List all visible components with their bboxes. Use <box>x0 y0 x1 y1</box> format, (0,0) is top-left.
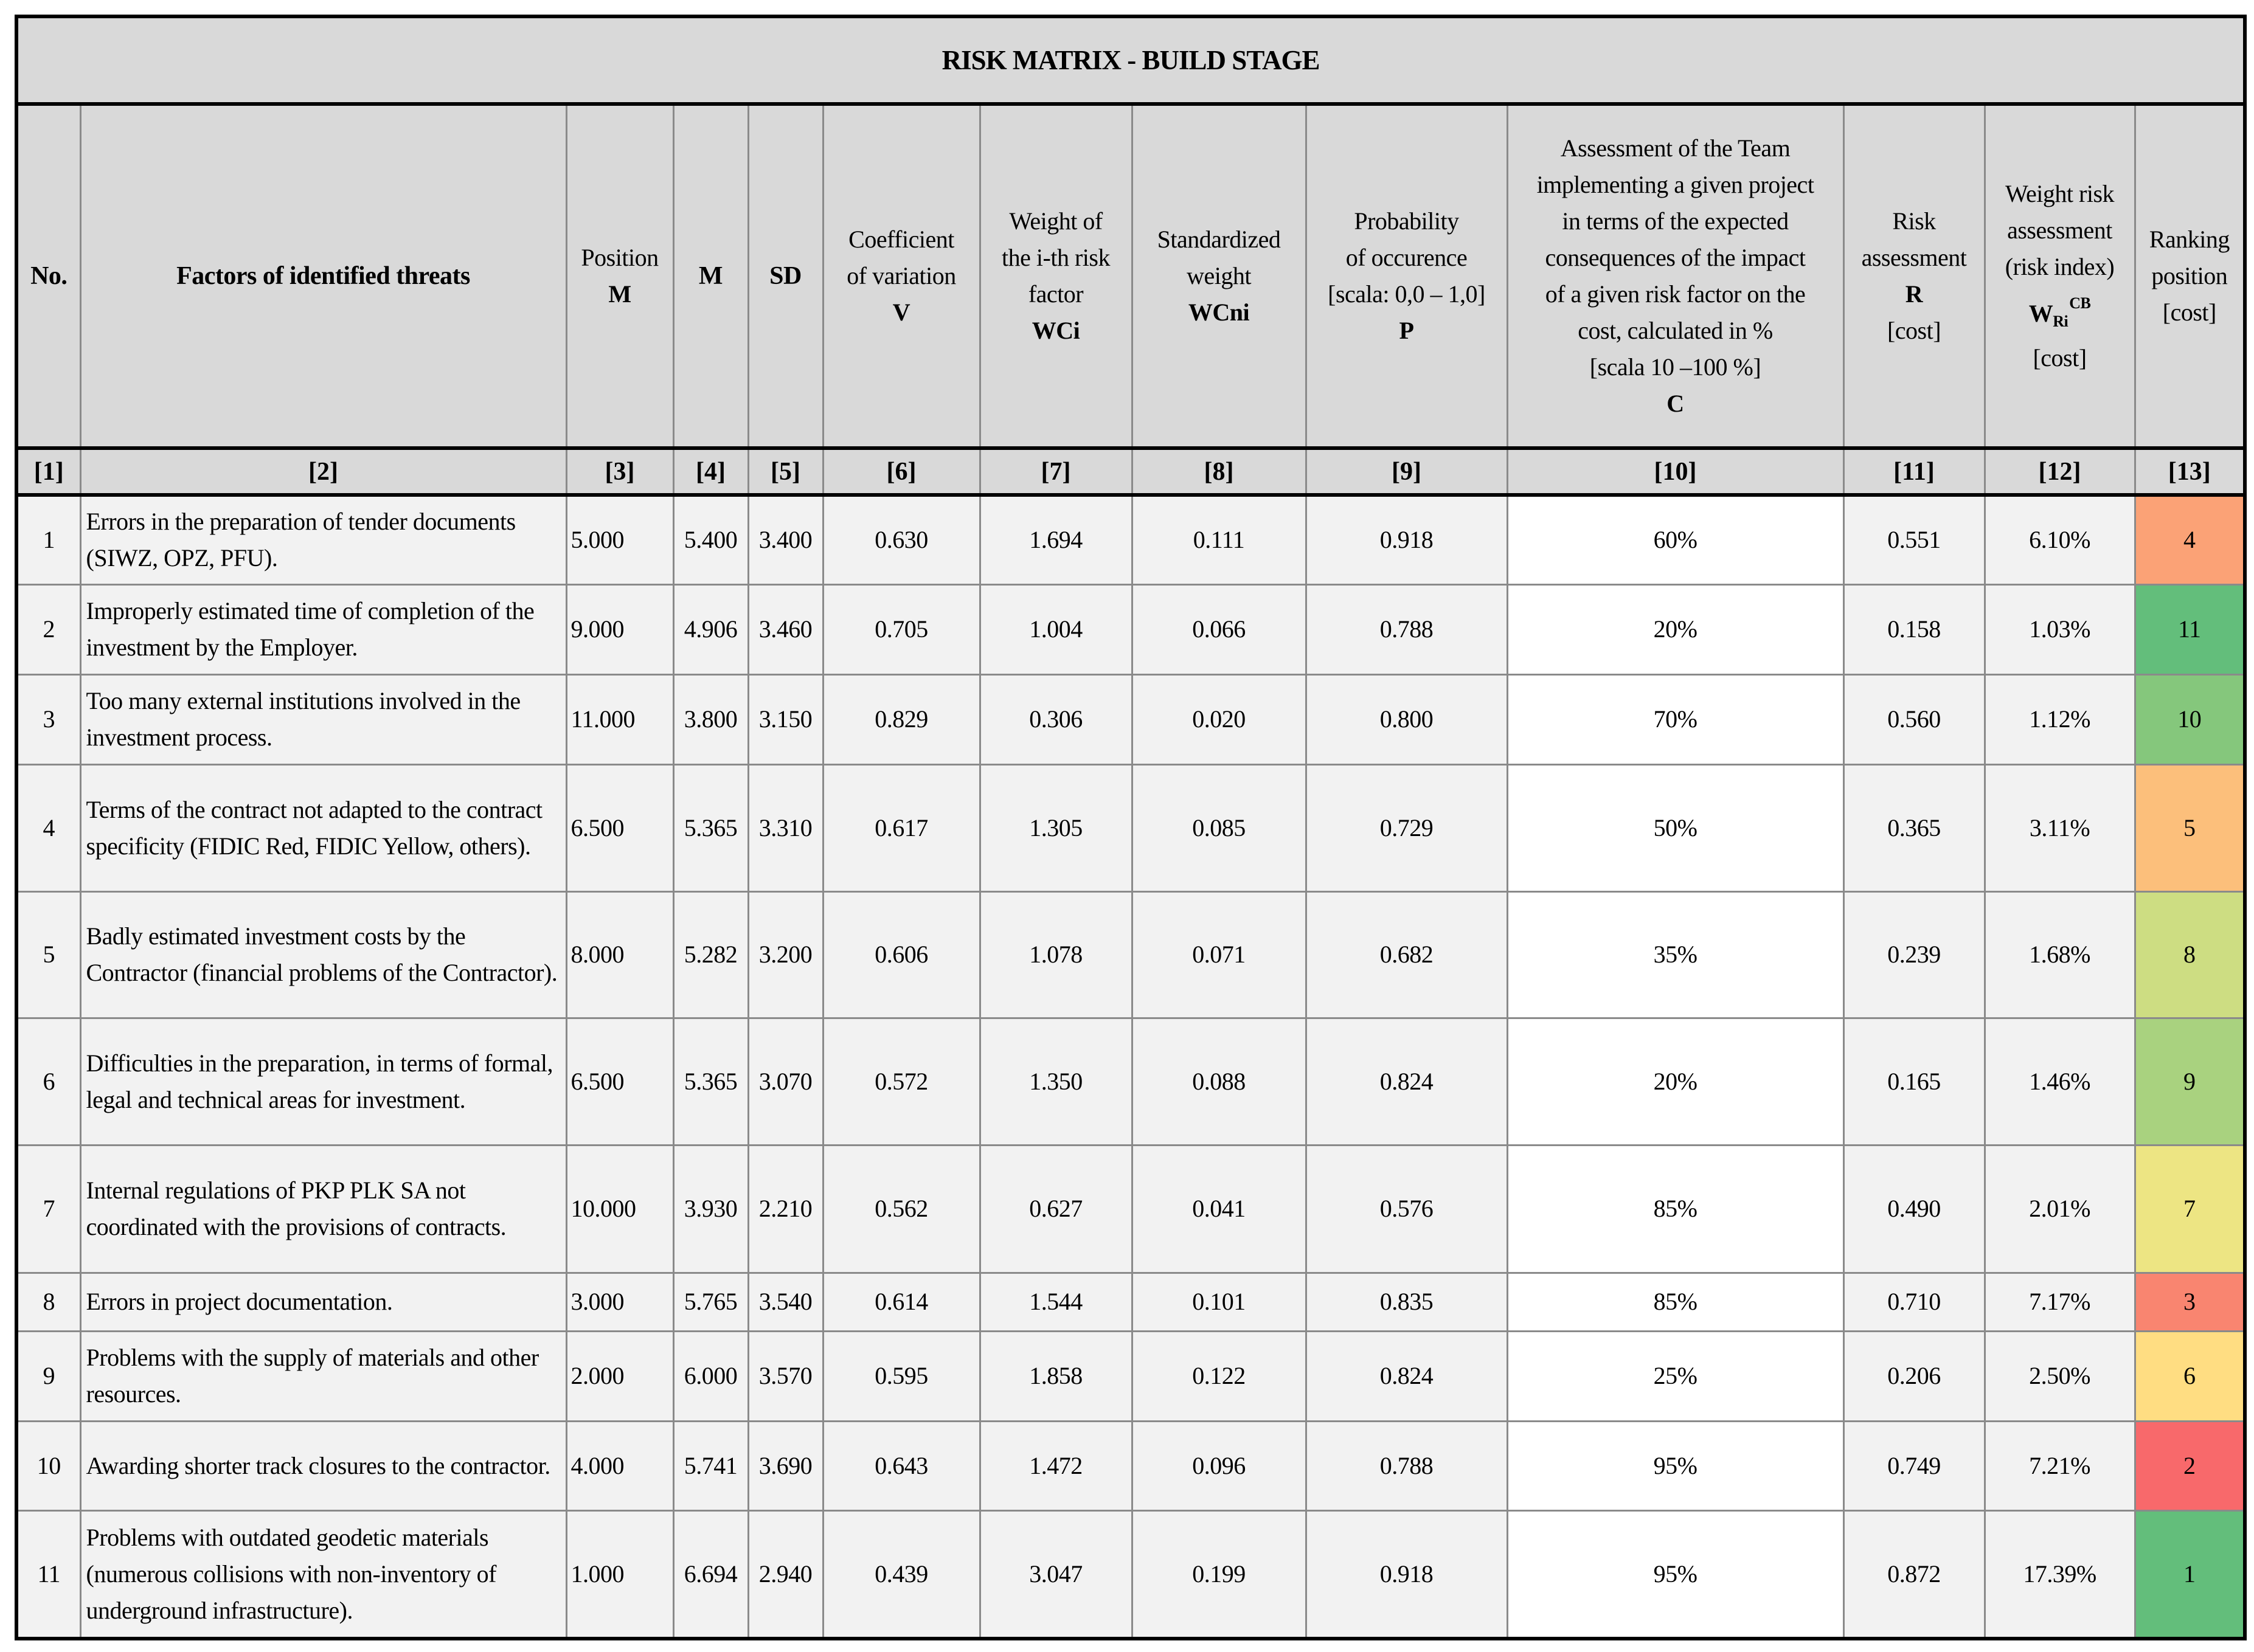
header-label-line: Weight of <box>1009 207 1103 235</box>
coefficient-of-variation-value: 0.439 <box>823 1510 980 1639</box>
header-label-line: weight <box>1187 262 1251 289</box>
ranking-position-value: 11 <box>2135 584 2245 674</box>
header-factor <box>80 104 566 448</box>
factor-description: Improperly estimated time of completion of the investment by the Employer. <box>80 584 566 674</box>
header-label-line: of a given risk factor on the <box>1545 280 1806 308</box>
position-m-value: 11.000 <box>566 674 673 764</box>
risk-index-value: 6.10% <box>1985 495 2135 584</box>
risk-assessment-value: 0.365 <box>1843 764 1985 891</box>
column-index-5: [5] <box>748 448 823 495</box>
header-symbol: C <box>1666 390 1684 417</box>
header-row <box>16 104 2245 448</box>
header-label-line: Risk <box>1892 207 1936 235</box>
sd-value: 2.210 <box>748 1145 823 1273</box>
risk-assessment-value: 0.551 <box>1843 495 1985 584</box>
header-label-line: (risk index) <box>2005 253 2115 280</box>
ranking-position-value: 3 <box>2135 1273 2245 1331</box>
sd-value: 3.310 <box>748 764 823 891</box>
risk-assessment-value: 0.560 <box>1843 674 1985 764</box>
factor-description: Awarding shorter track closures to the contractor. <box>80 1421 566 1510</box>
ranking-position-value: 5 <box>2135 764 2245 891</box>
row-number: 1 <box>16 495 80 584</box>
m-value: 5.365 <box>673 1018 748 1145</box>
consequence-value: 95% <box>1507 1421 1843 1510</box>
probability-value: 0.835 <box>1306 1273 1507 1331</box>
header-symbol: WCi <box>1032 317 1080 344</box>
sd-value: 3.070 <box>748 1018 823 1145</box>
position-m-value: 5.000 <box>566 495 673 584</box>
position-m-value: 1.000 <box>566 1510 673 1639</box>
position-m-value: 9.000 <box>566 584 673 674</box>
sd-value: 3.540 <box>748 1273 823 1331</box>
consequence-value: 20% <box>1507 584 1843 674</box>
risk-assessment-value: 0.710 <box>1843 1273 1985 1331</box>
consequence-value: 85% <box>1507 1145 1843 1273</box>
header-label-line: of occurence <box>1345 244 1468 271</box>
column-index-13: [13] <box>2135 448 2245 495</box>
sd-value: 3.400 <box>748 495 823 584</box>
header-symbol: V <box>892 299 910 326</box>
row-number: 2 <box>16 584 80 674</box>
m-value: 6.000 <box>673 1331 748 1421</box>
column-index-row <box>16 448 2245 495</box>
coefficient-of-variation-value: 0.614 <box>823 1273 980 1331</box>
ranking-position-value: 6 <box>2135 1331 2245 1421</box>
header-label-line: factor <box>1028 280 1084 308</box>
weight-wci-value: 1.694 <box>980 495 1132 584</box>
table-row <box>16 764 2245 891</box>
probability-value: 0.918 <box>1306 1510 1507 1639</box>
risk-assessment-value: 0.239 <box>1843 891 1985 1018</box>
header-label-line: of variation <box>847 262 956 289</box>
weight-wci-value: 1.544 <box>980 1273 1132 1331</box>
header-ranking-position <box>2135 104 2245 448</box>
row-number: 6 <box>16 1018 80 1145</box>
weight-wci-value: 3.047 <box>980 1510 1132 1639</box>
header-label-line: Coefficient <box>848 226 954 253</box>
standardized-weight-value: 0.199 <box>1132 1510 1306 1639</box>
header-label-line: [scala 10 –100 %] <box>1589 353 1761 381</box>
header-risk-assessment-r <box>1843 104 1985 448</box>
column-index-8: [8] <box>1132 448 1306 495</box>
standardized-weight-value: 0.111 <box>1132 495 1306 584</box>
symbol-superscript: CB <box>2069 294 2091 312</box>
column-index-9: [9] <box>1306 448 1507 495</box>
standardized-weight-value: 0.066 <box>1132 584 1306 674</box>
sd-value: 3.200 <box>748 891 823 1018</box>
row-number: 7 <box>16 1145 80 1273</box>
coefficient-of-variation-value: 0.595 <box>823 1331 980 1421</box>
probability-value: 0.788 <box>1306 584 1507 674</box>
risk-index-value: 1.46% <box>1985 1018 2135 1145</box>
header-label-line: in terms of the expected <box>1562 207 1789 235</box>
ranking-position-value: 7 <box>2135 1145 2245 1273</box>
position-m-value: 6.500 <box>566 1018 673 1145</box>
column-index-6: [6] <box>823 448 980 495</box>
consequence-value: 25% <box>1507 1331 1843 1421</box>
header-label-line: Standardized <box>1157 226 1281 253</box>
probability-value: 0.576 <box>1306 1145 1507 1273</box>
standardized-weight-value: 0.071 <box>1132 891 1306 1018</box>
table-row <box>16 495 2245 584</box>
probability-value: 0.800 <box>1306 674 1507 764</box>
m-value: 5.741 <box>673 1421 748 1510</box>
header-label-line: M <box>698 262 723 290</box>
ranking-position-value: 8 <box>2135 891 2245 1018</box>
column-index-1: [1] <box>16 448 80 495</box>
factor-description: Problems with the supply of materials and other resources. <box>80 1331 566 1421</box>
row-number: 5 <box>16 891 80 1018</box>
coefficient-of-variation-value: 0.562 <box>823 1145 980 1273</box>
header-symbol: R <box>1905 280 1923 308</box>
header-label-line: [scala: 0,0 – 1,0] <box>1328 280 1485 308</box>
m-value: 5.765 <box>673 1273 748 1331</box>
header-unit: [cost] <box>1887 317 1941 344</box>
title-row <box>16 16 2245 104</box>
weight-wci-value: 1.472 <box>980 1421 1132 1510</box>
sd-value: 3.570 <box>748 1331 823 1421</box>
header-label-line: No. <box>30 262 68 290</box>
sd-value: 3.690 <box>748 1421 823 1510</box>
table-row <box>16 584 2245 674</box>
factor-description: Terms of the contract not adapted to the contract specificity (FIDIC Red, FIDIC Yellow, others). <box>80 764 566 891</box>
ranking-position-value: 2 <box>2135 1421 2245 1510</box>
coefficient-of-variation-value: 0.705 <box>823 584 980 674</box>
header-label-line: position <box>2151 262 2228 289</box>
header-symbol: WCni <box>1188 299 1250 326</box>
header-label-line: implementing a given project <box>1536 171 1814 198</box>
probability-value: 0.824 <box>1306 1018 1507 1145</box>
header-probability-p <box>1306 104 1507 448</box>
standardized-weight-value: 0.020 <box>1132 674 1306 764</box>
column-index-3: [3] <box>566 448 673 495</box>
risk-index-value: 7.17% <box>1985 1273 2135 1331</box>
consequence-value: 60% <box>1507 495 1843 584</box>
factor-description: Errors in project documentation. <box>80 1273 566 1331</box>
table-title: RISK MATRIX - BUILD STAGE <box>16 16 2245 104</box>
row-number: 4 <box>16 764 80 891</box>
factor-description: Too many external institutions involved in the investment process. <box>80 674 566 764</box>
header-label-line: SD <box>769 262 802 290</box>
row-number: 11 <box>16 1510 80 1639</box>
header-label-line: assessment <box>1861 244 1967 271</box>
probability-value: 0.918 <box>1306 495 1507 584</box>
header-symbol: M <box>608 280 631 308</box>
header-label-line: Weight risk <box>2005 180 2115 207</box>
weight-wci-value: 0.306 <box>980 674 1132 764</box>
risk-index-value: 17.39% <box>1985 1510 2135 1639</box>
header-label-line: consequences of the impact <box>1545 244 1806 271</box>
coefficient-of-variation-value: 0.829 <box>823 674 980 764</box>
m-value: 3.800 <box>673 674 748 764</box>
coefficient-of-variation-value: 0.617 <box>823 764 980 891</box>
row-number: 9 <box>16 1331 80 1421</box>
consequence-value: 85% <box>1507 1273 1843 1331</box>
header-symbol-wri <box>1986 285 2134 340</box>
table-row <box>16 1018 2245 1145</box>
column-index-11: [11] <box>1843 448 1985 495</box>
header-weight-wci <box>980 104 1132 448</box>
risk-matrix-table <box>15 15 2247 1640</box>
risk-index-value: 2.50% <box>1985 1331 2135 1421</box>
header-standardized-weight-wcni <box>1132 104 1306 448</box>
coefficient-of-variation-value: 0.643 <box>823 1421 980 1510</box>
coefficient-of-variation-value: 0.572 <box>823 1018 980 1145</box>
factor-description: Difficulties in the preparation, in terms of formal, legal and technical areas for investment. <box>80 1018 566 1145</box>
risk-assessment-value: 0.490 <box>1843 1145 1985 1273</box>
ranking-position-value: 10 <box>2135 674 2245 764</box>
standardized-weight-value: 0.085 <box>1132 764 1306 891</box>
position-m-value: 2.000 <box>566 1331 673 1421</box>
weight-wci-value: 0.627 <box>980 1145 1132 1273</box>
table-row <box>16 891 2245 1018</box>
row-number: 3 <box>16 674 80 764</box>
m-value: 5.400 <box>673 495 748 584</box>
header-label-line: Ranking <box>2149 226 2230 253</box>
header-consequence-c <box>1507 104 1843 448</box>
factor-description: Problems with outdated geodetic materials (numerous collisions with non-inventory of underground infrastructure). <box>80 1510 566 1639</box>
weight-wci-value: 1.004 <box>980 584 1132 674</box>
table-row <box>16 1510 2245 1639</box>
column-index-12: [12] <box>1985 448 2135 495</box>
position-m-value: 6.500 <box>566 764 673 891</box>
symbol-subscript: Ri <box>2053 313 2068 330</box>
row-number: 8 <box>16 1273 80 1331</box>
factor-description: Errors in the preparation of tender documents (SIWZ, OPZ, PFU). <box>80 495 566 584</box>
coefficient-of-variation-value: 0.630 <box>823 495 980 584</box>
header-unit: [cost] <box>2033 344 2087 372</box>
probability-value: 0.729 <box>1306 764 1507 891</box>
weight-wci-value: 1.350 <box>980 1018 1132 1145</box>
position-m-value: 4.000 <box>566 1421 673 1510</box>
sd-value: 3.460 <box>748 584 823 674</box>
header-coefficient-of-variation <box>823 104 980 448</box>
consequence-value: 20% <box>1507 1018 1843 1145</box>
header-symbol: P <box>1399 317 1414 344</box>
table-row <box>16 1331 2245 1421</box>
consequence-value: 95% <box>1507 1510 1843 1639</box>
header-label-line: [cost] <box>2162 299 2216 326</box>
table-row <box>16 674 2245 764</box>
risk-index-value: 1.68% <box>1985 891 2135 1018</box>
standardized-weight-value: 0.041 <box>1132 1145 1306 1273</box>
consequence-value: 70% <box>1507 674 1843 764</box>
row-number: 10 <box>16 1421 80 1510</box>
weight-wci-value: 1.858 <box>980 1331 1132 1421</box>
consequence-value: 50% <box>1507 764 1843 891</box>
sd-value: 3.150 <box>748 674 823 764</box>
standardized-weight-value: 0.088 <box>1132 1018 1306 1145</box>
sd-value: 2.940 <box>748 1510 823 1639</box>
position-m-value: 8.000 <box>566 891 673 1018</box>
risk-assessment-value: 0.872 <box>1843 1510 1985 1639</box>
factor-description: Internal regulations of PKP PLK SA not coordinated with the provisions of contracts. <box>80 1145 566 1273</box>
m-value: 5.365 <box>673 764 748 891</box>
risk-index-value: 1.12% <box>1985 674 2135 764</box>
m-value: 6.694 <box>673 1510 748 1639</box>
m-value: 4.906 <box>673 584 748 674</box>
factor-description: Badly estimated investment costs by the Contractor (financial problems of the Contractor). <box>80 891 566 1018</box>
table-row <box>16 1145 2245 1273</box>
table-row <box>16 1421 2245 1510</box>
header-weight-risk-index-wri <box>1985 104 2135 448</box>
probability-value: 0.824 <box>1306 1331 1507 1421</box>
header-sd <box>748 104 823 448</box>
standardized-weight-value: 0.101 <box>1132 1273 1306 1331</box>
risk-assessment-value: 0.165 <box>1843 1018 1985 1145</box>
symbol-main: W <box>2028 300 2053 327</box>
coefficient-of-variation-value: 0.606 <box>823 891 980 1018</box>
weight-wci-value: 1.305 <box>980 764 1132 891</box>
risk-index-value: 1.03% <box>1985 584 2135 674</box>
standardized-weight-value: 0.096 <box>1132 1421 1306 1510</box>
header-label-line: the i-th risk <box>1002 244 1110 271</box>
column-index-10: [10] <box>1507 448 1843 495</box>
m-value: 3.930 <box>673 1145 748 1273</box>
position-m-value: 10.000 <box>566 1145 673 1273</box>
risk-assessment-value: 0.158 <box>1843 584 1985 674</box>
risk-index-value: 7.21% <box>1985 1421 2135 1510</box>
ranking-position-value: 9 <box>2135 1018 2245 1145</box>
ranking-position-value: 4 <box>2135 495 2245 584</box>
risk-assessment-value: 0.749 <box>1843 1421 1985 1510</box>
header-position-m <box>566 104 673 448</box>
risk-assessment-value: 0.206 <box>1843 1331 1985 1421</box>
risk-index-value: 2.01% <box>1985 1145 2135 1273</box>
risk-index-value: 3.11% <box>1985 764 2135 891</box>
header-label-line: Assessment of the Team <box>1560 134 1791 162</box>
header-label-line: Position <box>581 244 659 271</box>
table-row <box>16 1273 2245 1331</box>
column-index-2: [2] <box>80 448 566 495</box>
header-label-line: Factors of identified threats <box>176 262 470 290</box>
weight-wci-value: 1.078 <box>980 891 1132 1018</box>
header-label-line: cost, calculated in % <box>1578 317 1773 344</box>
probability-value: 0.788 <box>1306 1421 1507 1510</box>
ranking-position-value: 1 <box>2135 1510 2245 1639</box>
header-no <box>16 104 80 448</box>
position-m-value: 3.000 <box>566 1273 673 1331</box>
column-index-4: [4] <box>673 448 748 495</box>
header-m <box>673 104 748 448</box>
consequence-value: 35% <box>1507 891 1843 1018</box>
column-index-7: [7] <box>980 448 1132 495</box>
header-label-line: Probability <box>1354 207 1459 235</box>
probability-value: 0.682 <box>1306 891 1507 1018</box>
m-value: 5.282 <box>673 891 748 1018</box>
standardized-weight-value: 0.122 <box>1132 1331 1306 1421</box>
header-label-line: assessment <box>2007 216 2112 244</box>
